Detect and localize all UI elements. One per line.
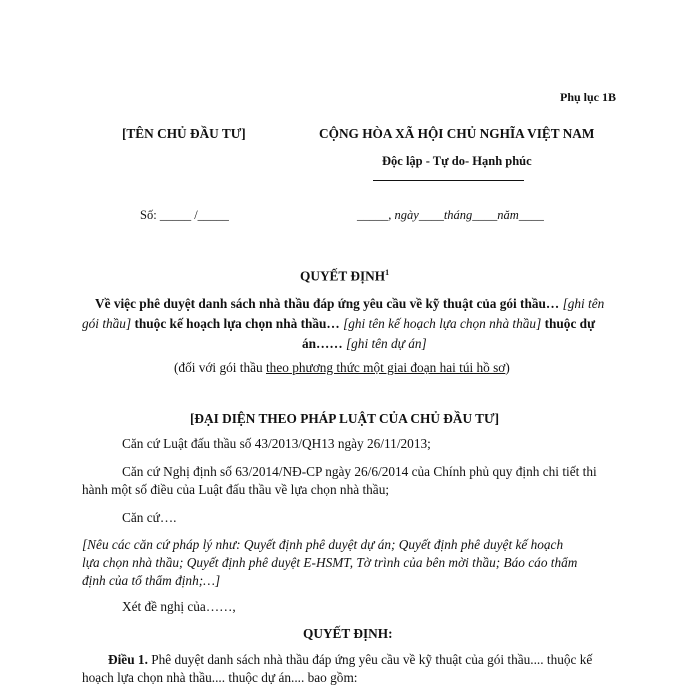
subject-placeholder-3: [ghi tên kế hoạch lựa chọn nhà thầu] [343, 316, 542, 331]
basis-decree-1: Căn cứ Nghị định số 63/2014/NĐ-CP ngày 26/6/2014 của Chính phủ quy định chi tiết thi [122, 464, 597, 479]
procurement-method-note [174, 360, 510, 376]
number-blank: _____ [159, 208, 192, 222]
method-note-suffix: ) [505, 360, 510, 375]
date-day-label: ngày [394, 208, 419, 222]
subject-placeholder-2: gói thầu] [82, 316, 132, 331]
subject-text-4: án…… [302, 336, 343, 351]
decision-title-text: QUYẾT ĐỊNH [300, 268, 386, 284]
subject-line-1 [95, 296, 604, 312]
basis-note-1: [Nêu các căn cứ pháp lý như: Quyết định phê duyệt dự án; Quyết định phê duyệt kế hoạch [82, 537, 564, 552]
subject-placeholder-1: [ghi tên [562, 296, 605, 311]
method-note-highlight: theo phương thức một giai đoạn hai túi hồ sơ [265, 360, 506, 375]
article-1-line-2: hoạch lựa chọn nhà thầu.... thuộc dự án.... bao gồm: [82, 670, 358, 685]
subject-placeholder-4: [ghi tên dự án] [345, 336, 427, 351]
decision-heading: QUYẾT ĐỊNH: [303, 626, 393, 641]
date-year-blank: ____ [518, 208, 544, 222]
article-1-label: Điều 1. [108, 652, 148, 667]
date-day-blank: ____ [418, 208, 444, 222]
motto-underline [373, 180, 524, 181]
document-number [140, 208, 229, 223]
number-separator: / [194, 208, 198, 222]
date-month-label: tháng [443, 208, 473, 222]
basis-decree-2: hành một số điều của Luật đấu thầu về lựa chọn nhà thầu; [82, 482, 390, 497]
subject-text-3: thuộc dự [544, 316, 596, 331]
number-blank-2: _____ [197, 208, 229, 222]
basis-proposal: Xét đề nghị của……, [122, 599, 236, 614]
national-motto: Độc lập - Tự do- Hạnh phúc [382, 154, 532, 168]
document-date [357, 208, 544, 223]
article-1-line-1 [108, 652, 592, 668]
basis-note-2: lựa chọn nhà thầu; Quyết định phê duyệt E-HSMT, Tờ trình của bên mời thầu; Báo cáo thẩm [82, 555, 578, 570]
basis-law: Căn cứ Luật đấu thầu số 43/2013/QH13 ngày 26/11/2013; [122, 436, 431, 451]
authority-heading: [ĐẠI DIỆN THEO PHÁP LUẬT CỦA CHỦ ĐẦU TƯ] [190, 411, 500, 426]
method-note-prefix: (đối với gói thầu [174, 360, 263, 375]
article-1-text-1: Phê duyệt danh sách nhà thầu đáp ứng yêu cầu về kỹ thuật của gói thầu.... thuộc kế [151, 652, 593, 667]
subject-line-2 [82, 316, 595, 332]
appendix-label: Phụ lục 1B [560, 90, 617, 104]
basis-other: Căn cứ…. [122, 510, 177, 525]
date-year-label: năm [497, 208, 519, 222]
subject-text-2: thuộc kế hoạch lựa chọn nhà thầu… [134, 316, 340, 331]
date-place-blank: _____, [357, 208, 392, 222]
basis-note-3: định của tổ thẩm định;…] [82, 573, 221, 588]
decision-title [300, 268, 389, 284]
number-label: Số: [140, 208, 157, 222]
nation-title: CỘNG HÒA XÃ HỘI CHỦ NGHĨA VIỆT NAM [319, 126, 595, 141]
subject-text-1: Về việc phê duyệt danh sách nhà thầu đáp ứng yêu cầu về kỹ thuật của gói thầu… [95, 296, 560, 311]
date-month-blank: ____ [472, 208, 498, 222]
investor-name: [TÊN CHỦ ĐẦU TƯ] [122, 126, 246, 141]
footnote-marker: 1 [385, 268, 390, 277]
subject-line-3 [302, 336, 427, 352]
